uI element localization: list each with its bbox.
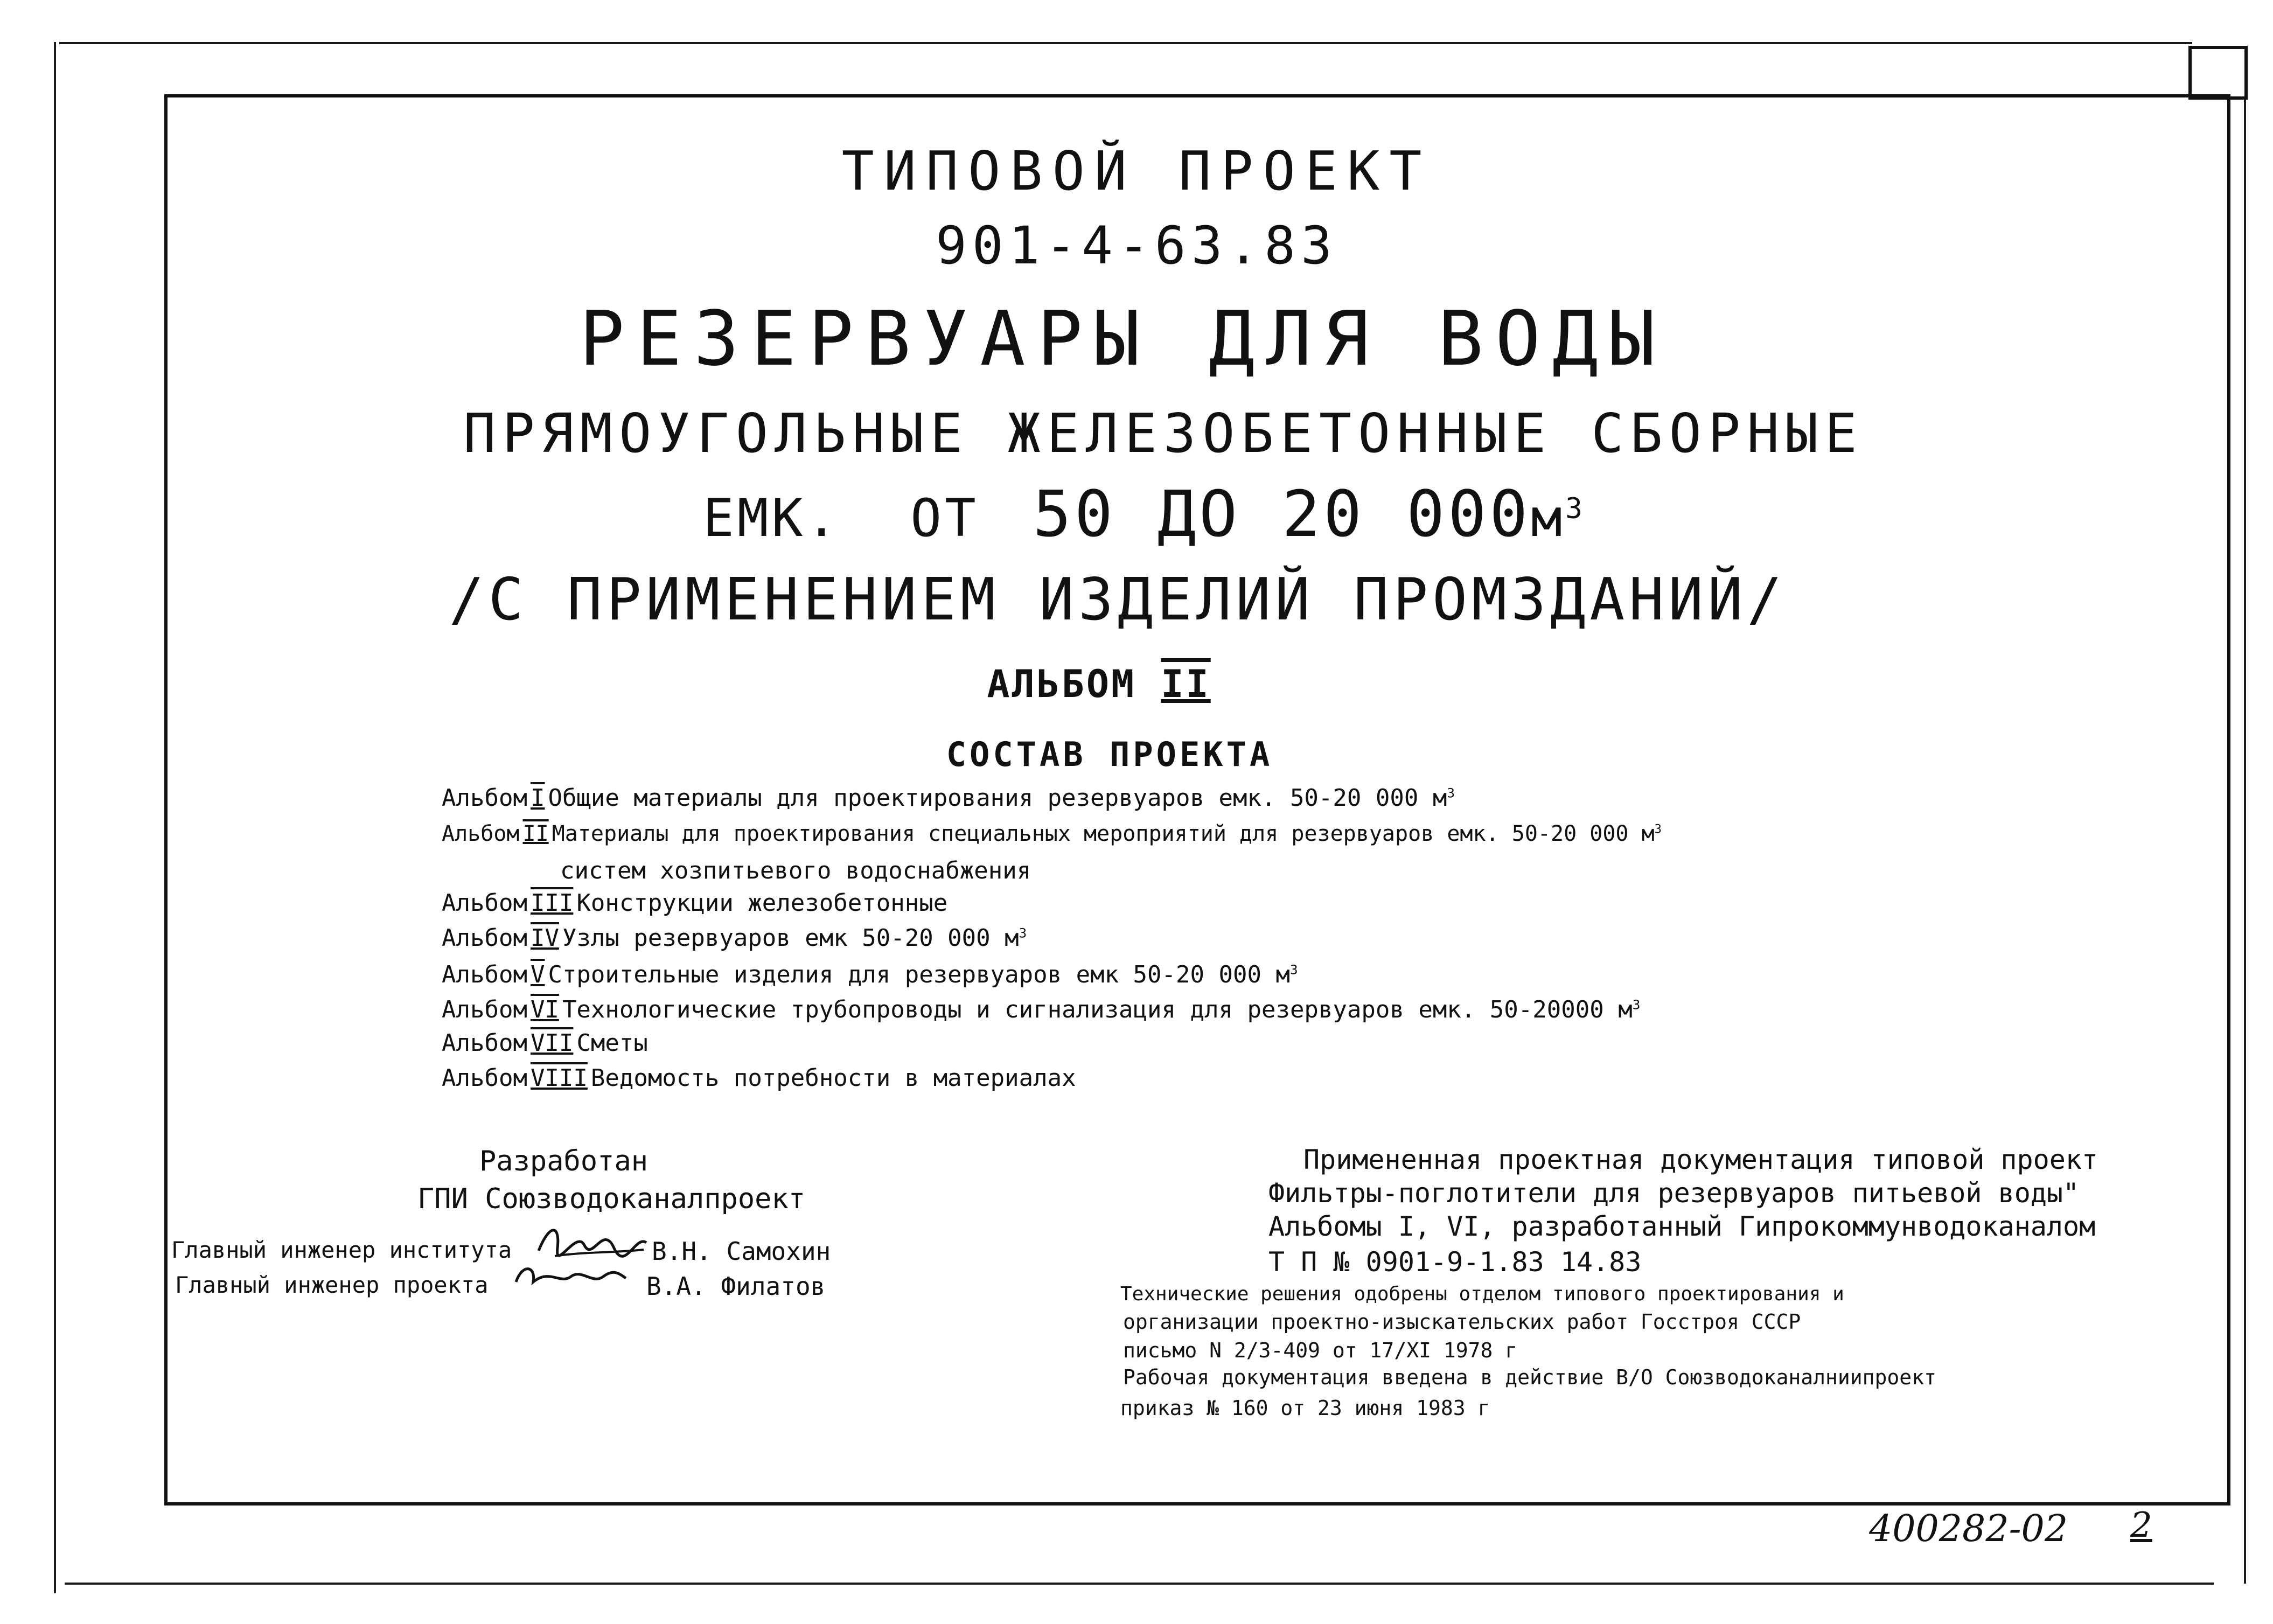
approval-line3: письмо N 2/3-409 от 17/XI 1978 г (1123, 1339, 1518, 1362)
composition-item-exp: 3 (1019, 925, 1027, 941)
composition-item-label: Альбом (442, 784, 527, 812)
composition-item-text: Конструкции железобетонные (576, 889, 948, 917)
outer-left-line (54, 42, 56, 1593)
chief-engineer-project-title: Главный инженер проекта (175, 1272, 489, 1298)
composition-item-text: Технологические трубопроводы и сигнализация для резервуаров емк. 50-20000 м (562, 996, 1633, 1023)
composition-item (442, 1031, 648, 1055)
composition-item-label: Альбом (442, 821, 520, 846)
composition-heading: СОСТАВ ПРОЕКТА (946, 735, 1273, 774)
chief-engineer-institute-title: Главный инженер института (171, 1237, 512, 1263)
sheet-code: 400282-02 (1869, 1508, 2068, 1550)
composition-item-label: Альбом (442, 1029, 527, 1057)
composition-item (442, 998, 1640, 1022)
composition-item-number: VI (530, 996, 559, 1023)
capacity-range: 50 ДО 20 000 (1033, 477, 1531, 551)
capacity-exp: 3 (1565, 492, 1586, 525)
capacity-line (703, 477, 1586, 551)
applied-docs-line1: Примененная проектная документация типовой проект (1303, 1144, 2098, 1175)
developer-org: ГПИ Союзводоканалпроект (417, 1183, 806, 1215)
composition-item-number: V (530, 961, 545, 988)
applied-docs-line2: Фильтры-поглотители для резервуаров питьевой воды" (1268, 1177, 2080, 1209)
approval-line4: Рабочая документация введена в действие В/О Союзводоканалниипроект (1123, 1365, 1936, 1389)
composition-item (442, 926, 1027, 950)
album-label: АЛЬБОМ (987, 662, 1136, 706)
usage-note: /С ПРИМЕНЕНИЕМ ИЗДЕЛИЙ ПРОМЗДАНИЙ/ (449, 566, 1787, 633)
composition-item (442, 823, 1662, 845)
composition-item-label: Альбом (442, 996, 527, 1023)
title-line: ТИПОВОЙ ПРОЕКТ (841, 140, 1432, 203)
applied-docs-line3: Альбомы I, VI, разработанный Гипрокоммунводоканалом (1268, 1211, 2096, 1242)
album-number: II (1161, 662, 1211, 706)
album-heading (987, 662, 1211, 706)
approval-line2: организации проектно-изыскательских работ Госстроя СССР (1123, 1310, 1801, 1334)
chief-engineer-project-name: В.А. Филатов (646, 1272, 826, 1301)
composition-item-exp: 3 (1654, 823, 1662, 837)
capacity-prefix: ЕМК. (703, 488, 841, 548)
developed-label: Разработан (479, 1145, 649, 1177)
capacity-unit: м (1531, 488, 1566, 548)
composition-item (442, 1064, 1076, 1092)
composition-item (442, 891, 947, 915)
composition-item-continuation: систем хозпитьевого водоснабжения (560, 857, 1031, 884)
composition-item-number: VII (530, 1029, 574, 1057)
sheet-number: 2 (2130, 1505, 2152, 1545)
composition-item-number: IV (530, 924, 559, 952)
outer-bottom-line (65, 1583, 2214, 1585)
composition-item-exp: 3 (1447, 785, 1455, 801)
composition-item-number: III (530, 889, 574, 917)
main-title: РЕЗЕРВУАРЫ ДЛЯ ВОДЫ (579, 295, 1667, 383)
corner-stamp-box (2188, 46, 2248, 100)
chief-engineer-institute-name: В.Н. Самохин (652, 1237, 831, 1266)
composition-item-number: I (530, 784, 545, 812)
outer-right-line (2244, 97, 2246, 1584)
subtitle: ПРЯМОУГОЛЬНЫЕ ЖЕЛЕЗОБЕТОННЫЕ СБОРНЫЕ (463, 402, 1864, 465)
signature-filatov-icon (512, 1258, 630, 1295)
composition-item (442, 963, 1298, 987)
project-number: 901-4-63.83 (936, 215, 1337, 276)
composition-item-label: Альбом (442, 961, 527, 988)
composition-item-number: II (522, 821, 549, 846)
composition-item-label: Альбом (442, 924, 527, 952)
composition-item-number: VIII (530, 1064, 588, 1092)
composition-item-label: Альбом (442, 889, 527, 917)
composition-item-exp: 3 (1632, 997, 1641, 1013)
composition-item-text: Строительные изделия для резервуаров емк 50-20 000 м (548, 961, 1290, 988)
composition-item-exp: 3 (1289, 962, 1298, 978)
composition-item-text: Общие материалы для проектирования резервуаров емк. 50-20 000 м (548, 784, 1447, 812)
composition-item (442, 786, 1455, 810)
applied-docs-line4: Т П № 0901-9-1.83 14.83 (1268, 1246, 1642, 1278)
composition-item-text: Сметы (576, 1029, 648, 1057)
composition-item-label: Альбом (442, 1064, 527, 1092)
composition-item-text: Материалы для проектирования специальных мероприятий для резервуаров емк. 50-20 000 м (552, 821, 1655, 846)
approval-line5: приказ № 160 от 23 июня 1983 г (1120, 1396, 1490, 1420)
capacity-from: ОТ (910, 488, 979, 548)
outer-top-line (59, 42, 2192, 44)
composition-item-text: Узлы резервуаров емк 50-20 000 м (562, 924, 1019, 952)
composition-item-text: Ведомость потребности в материалах (590, 1064, 1076, 1092)
approval-line1: Технические решения одобрены отделом типового проектирования и (1120, 1283, 1844, 1305)
